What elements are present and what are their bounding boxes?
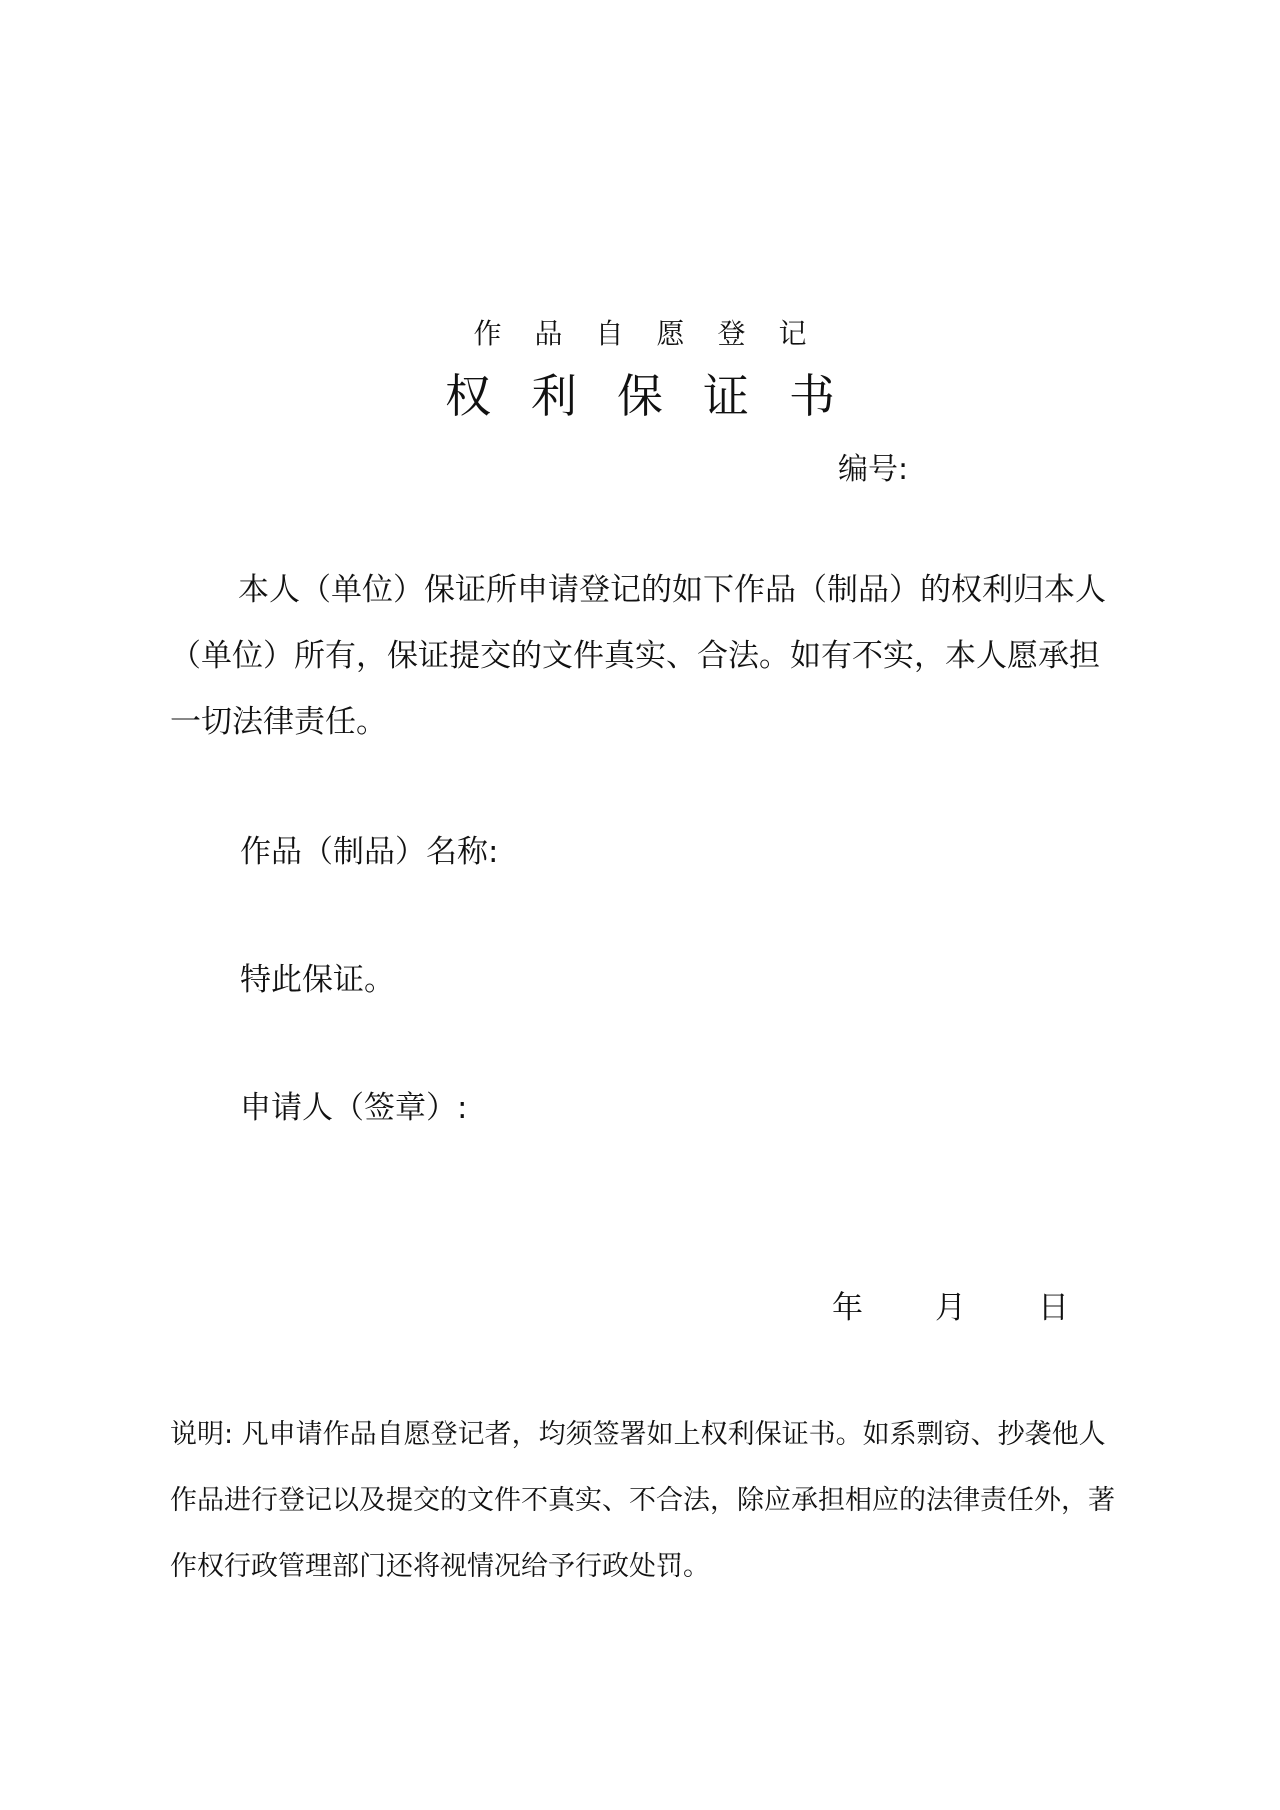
declaration-paragraph: 本人（单位）保证所申请登记的如下作品（制品）的权利归本人（单位）所有，保证提交的文件真实、合法。如有不实，本人愿承担一切法律责任。 <box>170 572 1106 740</box>
document-title: 权利保证书 <box>445 369 875 423</box>
date-day-label: 日 <box>1038 1290 1069 1326</box>
applicant-signature-label: 申请人（签章）: <box>240 1090 468 1126</box>
guarantee-statement: 特此保证。 <box>240 962 395 998</box>
document-subtitle: 作品自愿登记 <box>473 317 840 350</box>
date-year-label: 年 <box>832 1290 863 1326</box>
explanatory-note: 说明: 凡申请作品自愿登记者，均须签署如上权利保证书。如系剽窃、抄袭他人作品进行登记以及提交的文件不真实、不合法，除应承担相应的法律责任外，著作权行政管理部门还将视情况给予行政处罚。 <box>170 1419 1115 1582</box>
work-name-label: 作品（制品）名称: <box>240 834 499 870</box>
serial-number-label: 编号: <box>838 452 909 487</box>
date-month-label: 月 <box>935 1290 966 1326</box>
